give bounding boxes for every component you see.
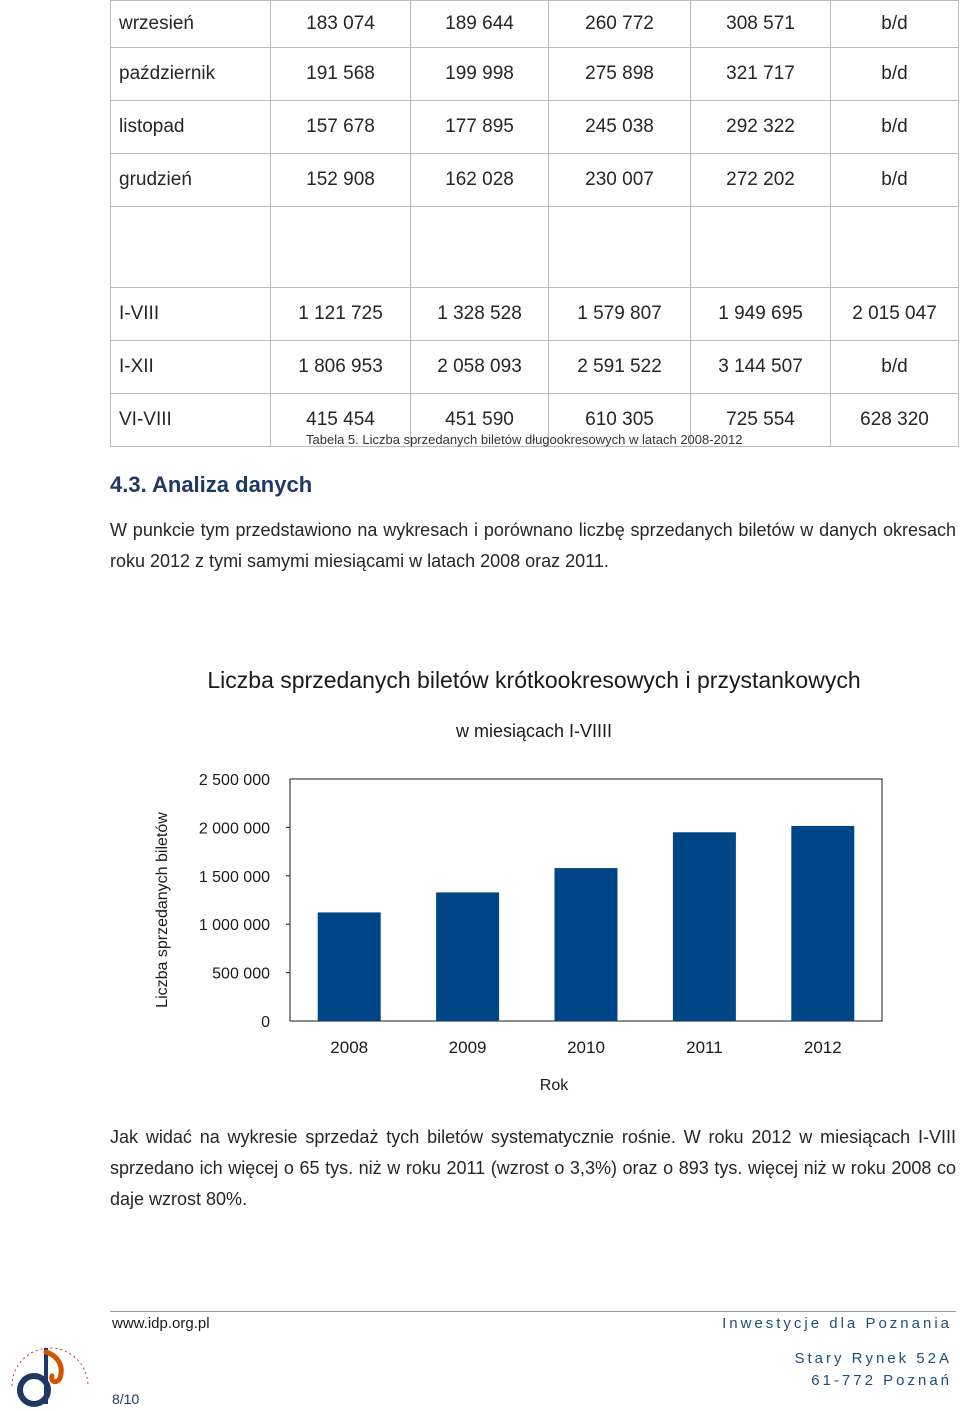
table-caption: Tabela 5. Liczba sprzedanych biletów długookresowych w latach 2008-2012 — [306, 432, 743, 447]
analysis-paragraph: Jak widać na wykresie sprzedaż tych biletów systematycznie rośnie. W roku 2012 w miesiącach I-VIII sprzedano ich więcej o 65 tys. niż w roku 2011 (wzrost o 3,3%) oraz o 893 tys. więcej niż w roku 2008 co daje wzrost 80%. — [110, 1127, 956, 1209]
row-label — [111, 207, 271, 288]
table-cell: 275 898 — [549, 48, 691, 101]
table-cell: 308 571 — [691, 1, 831, 48]
row-label: wrzesień — [111, 1, 271, 48]
table-cell: 162 028 — [411, 154, 549, 207]
table-cell: 725 554 — [691, 394, 831, 447]
table-cell: 157 678 — [271, 101, 411, 154]
table-row — [111, 154, 959, 207]
footer-divider — [110, 1311, 956, 1312]
table-cell: 2 015 047 — [831, 288, 959, 341]
x-tick-label: 2009 — [448, 1038, 487, 1057]
table-cell: 1 579 807 — [549, 288, 691, 341]
table-cell: 1 949 695 — [691, 288, 831, 341]
row-label: I-XII — [111, 341, 271, 394]
table-cell: 610 305 — [549, 394, 691, 447]
footer-address-street: Stary Rynek 52A — [794, 1350, 952, 1367]
table-row — [111, 207, 959, 288]
table-cell: 3 144 507 — [691, 341, 831, 394]
bar-2010 — [555, 868, 618, 1021]
table-cell — [271, 207, 411, 288]
chart-title: Liczba sprzedanych biletów krótkookresowych i przystankowych — [207, 667, 861, 693]
table-cell: 177 895 — [411, 101, 549, 154]
table-cell: 152 908 — [271, 154, 411, 207]
bar-2009 — [436, 892, 499, 1021]
table-cell: 292 322 — [691, 101, 831, 154]
bar-chart — [140, 650, 900, 1110]
y-tick-label: 500 000 — [212, 965, 270, 983]
table-cell: 2 058 093 — [411, 341, 549, 394]
y-tick-label: 2 500 000 — [198, 772, 270, 789]
table-cell — [691, 207, 831, 288]
organization-logo — [0, 1326, 100, 1410]
row-label: grudzień — [111, 154, 271, 207]
row-label: październik — [111, 48, 271, 101]
table-cell: 1 328 528 — [411, 288, 549, 341]
table-cell: 451 590 — [411, 394, 549, 447]
table-cell: 189 644 — [411, 1, 549, 48]
table-cell: 230 007 — [549, 154, 691, 207]
bar-chart-svg — [140, 650, 900, 1110]
x-tick-label: 2010 — [567, 1038, 605, 1057]
table-cell — [831, 207, 959, 288]
table-cell: 321 717 — [691, 48, 831, 101]
y-axis-label: Liczba sprzedanych biletów — [154, 812, 171, 1008]
table-cell — [411, 207, 549, 288]
bar-2012 — [791, 826, 854, 1021]
table-cell: b/d — [831, 101, 959, 154]
tickets-table-body — [111, 1, 959, 447]
row-label: listopad — [111, 101, 271, 154]
table-row — [111, 101, 959, 154]
y-tick-label: 1 000 000 — [198, 917, 270, 935]
page-number: 8/10 — [112, 1391, 140, 1407]
x-tick-label: 2008 — [330, 1038, 369, 1057]
table-row — [111, 48, 959, 101]
table-row — [111, 288, 959, 341]
bar-2008 — [318, 912, 381, 1021]
table-cell: b/d — [831, 48, 959, 101]
table-cell: 2 591 522 — [549, 341, 691, 394]
table-cell: 415 454 — [271, 394, 411, 447]
table-cell: 191 568 — [271, 48, 411, 101]
x-tick-label: 2011 — [686, 1038, 723, 1057]
x-axis-label: Rok — [539, 1077, 569, 1094]
y-tick-label: 2 000 000 — [198, 820, 270, 838]
table-cell: 628 320 — [831, 394, 959, 447]
y-tick-label: 0 — [261, 1014, 270, 1031]
table-cell: 245 038 — [549, 101, 691, 154]
table-cell: b/d — [831, 1, 959, 48]
footer-url[interactable]: www.idp.org.pl — [112, 1315, 210, 1332]
table-cell: 1 806 953 — [271, 341, 411, 394]
intro-paragraph: W punkcie tym przedstawiono na wykresach i porównano liczbę sprzedanych biletów w danych okresach roku 2012 z tymi samymi miesiącami w latach 2008 oraz 2011. — [110, 520, 956, 571]
footer-slogan: Inwestycje dla Poznania — [722, 1315, 952, 1332]
row-label: VI-VIII — [111, 394, 271, 447]
footer-address-city: 61-772 Poznań — [811, 1372, 952, 1389]
x-tick-label: 2012 — [803, 1038, 842, 1057]
table-cell: 272 202 — [691, 154, 831, 207]
section-heading: 4.3. Analiza danych — [110, 472, 313, 497]
table-cell: b/d — [831, 341, 959, 394]
bar-2011 — [673, 832, 736, 1021]
y-tick-label: 1 500 000 — [198, 868, 270, 886]
table-cell: 260 772 — [549, 1, 691, 48]
chart-subtitle: w miesiącach I-VIIII — [455, 721, 613, 741]
table-cell: 199 998 — [411, 48, 549, 101]
table-row — [111, 341, 959, 394]
logo-mark-icon — [0, 1326, 100, 1410]
tickets-table — [110, 0, 959, 447]
table-cell: b/d — [831, 154, 959, 207]
table-row — [111, 1, 959, 48]
table-cell: 1 121 725 — [271, 288, 411, 341]
table-cell — [549, 207, 691, 288]
row-label: I-VIII — [111, 288, 271, 341]
table-cell: 183 074 — [271, 1, 411, 48]
